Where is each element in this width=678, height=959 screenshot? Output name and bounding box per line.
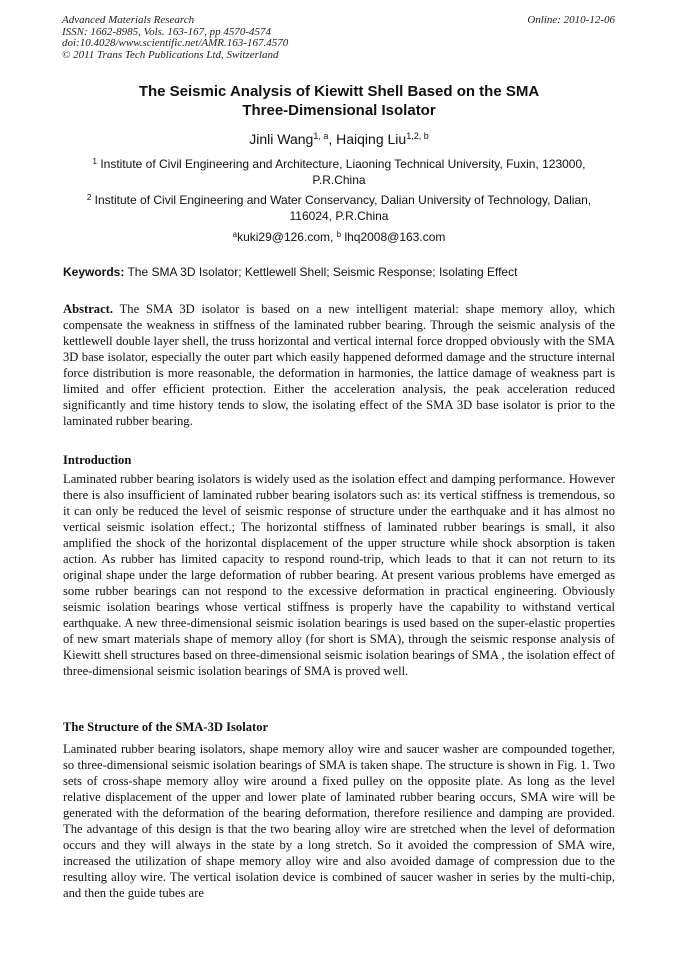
author-separator: , [328, 131, 337, 147]
affiliation-1 [70, 156, 608, 188]
affiliation-1-text: Institute of Civil Engineering and Architecture, Liaoning Technical University, Fuxin, 123000, P.R.China [100, 157, 586, 187]
section-heading-introduction: Introduction [63, 453, 132, 467]
affiliation-1-number: 1 [92, 157, 97, 166]
journal-header [62, 15, 288, 61]
keywords [63, 264, 517, 280]
abstract-text: The SMA 3D isolator is based on a new intelligent material: shape memory alloy, which compensate the weakness in stiffness of the laminated rubber bearing. Through the seismic analysis of the kettlewell double layer shell, the truss horizontal and vertical internal force dropped obviously with the SMA 3D base isolator, especially the outer part which easily happened deformed damage and the structure internal force distribution is more reasonable, the deformation in harmonies, the lattice damage of weakness part is limited and offer efficient protection. Either the acceleration analysis, the peak acceleration reduced significantly and time history tends to slow, the isolating effect of the SMA 3D base isolator is prior to the laminated rubber bearing. [63, 302, 615, 428]
abstract [63, 301, 615, 429]
journal-copyright: © 2011 Trans Tech Publications Ltd, Switzerland [62, 48, 279, 61]
author-1-affiliation-mark: 1, a [313, 131, 329, 141]
introduction-paragraph: Laminated rubber bearing isolators is widely used as the isolation effect and damping performance. However there is also insufficient of laminated rubber bearing isolators such as: its vertical stiffness is tremendous, so it can only be reduced the level of seismic response of structure under the earthquake and it has almost no vertical seismic isolation effect.; The horizontal stiffness of laminated rubber bearings is small, it also amplified the shock of the horizontal displacement of the upper structure while shock absorption is taken action. As rubber has limited capacity to respond round-trip, which leads to that it can not return to its original shape under the large deformation of rubber bearing. At present various problems have emerged as some rubber bearings can not respond to the excessive deformation in practical engineering. Obviously seismic isolation bearings whose vertical stiffness is properly have the capability to withstand vertical earthquake. A new three-dimensional seismic isolation bearings is used based on the super-elastic properties of new smart materials shape of memory alloy (for short is SMA), through the seismic response analysis of Kiewitt shell structures based on three-dimensional seismic isolation bearings of SMA , the isolation effect of three-dimensional seismic isolation bearings of SMA is proved well. [63, 472, 615, 678]
keywords-label: Keywords: [63, 265, 125, 279]
journal-name: Advanced Materials Research [62, 14, 195, 26]
paper-title [40, 82, 638, 120]
affiliation-2-text: Institute of Civil Engineering and Water Conservancy, Dalian University of Technology, Dalian, 116024, P.R.China [94, 193, 592, 223]
author-list [40, 130, 638, 148]
email-a[interactable]: kuki29@126.com, [237, 230, 337, 244]
author-1-name: Jinli Wang [249, 131, 314, 147]
paper-title-line-1: The Seismic Analysis of Kiewitt Shell Based on the SMA [138, 83, 540, 100]
section-heading-structure: The Structure of the SMA-3D Isolator [63, 720, 269, 734]
author-2-name: Haiqing Liu [336, 131, 407, 147]
affiliation-2-number: 2 [86, 193, 92, 202]
affiliation-2 [70, 192, 608, 224]
keywords-text: The SMA 3D Isolator; Kettlewell Shell; Seismic Response; Isolating Effect [124, 265, 518, 279]
journal-issn: ISSN: 1662-8985, Vols. 163-167, pp 4570-4574 [62, 25, 271, 38]
paper-title-line-2: Three-Dimensional Isolator [242, 102, 436, 119]
abstract-label: Abstract. [63, 302, 114, 316]
journal-doi: doi:10.4028/www.scientific.net/AMR.163-167.4570 [62, 37, 289, 49]
email-b[interactable]: lhq2008@163.com [341, 230, 446, 244]
author-emails [70, 229, 608, 245]
email-b-mark: b [336, 230, 342, 239]
email-a-mark: a [232, 230, 238, 239]
author-2-affiliation-mark: 1,2, b [406, 131, 429, 141]
online-date: Online: 2010-12-06 [527, 14, 615, 26]
structure-paragraph: Laminated rubber bearing isolators, shape memory alloy wire and saucer washer are compounded together, so three-dimensional seismic isolation bearings of SMA is taken shape. The structure is shown in Fig. 1. Two sets of cross-shape memory alloy wire around a fixed pulley on the opposite plate. As long as the level relative displacement of the upper and lower plate of laminated rubber bearing occurs, SMA wire will be generated with the deformation of the bearing deformation, therefore resilience and damping are provided. The advantage of this design is that the two bearing alloy wire are stretched when the level of deformation occurs and they will always in the state by a long stretch. So it avoided the compression of SMA wire, increased the utilization of shape memory alloy wire and also avoided damage of compression due to the resulting alloy wire. The vertical isolation device is combined of saucer washer in series by the multi-chip, and then the guide tubes are [63, 742, 615, 900]
